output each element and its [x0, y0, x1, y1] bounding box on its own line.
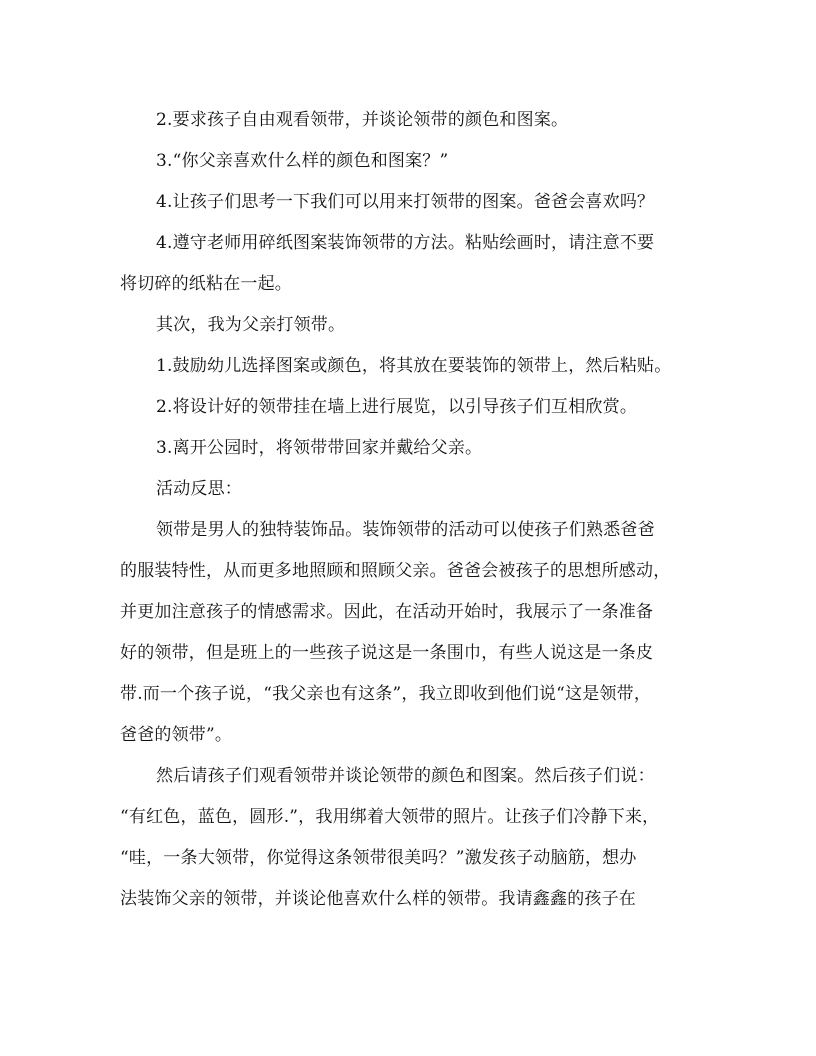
reflection-paragraph-2-line: 法装饰父亲的领带，并谈论他喜欢什么样的领带。我请鑫鑫的孩子在	[120, 889, 636, 909]
reflection-paragraph-1-line: 的服装特性，从而更多地照顾和照顾父亲。爸爸会被孩子的思想所感动，	[120, 561, 671, 581]
reflection-paragraph-2-line: “哇，一条大领带，你觉得这条领带很美吗？”激发孩子动脑筋，想办	[120, 848, 637, 868]
reflection-paragraph-2-line: “有红色，蓝色，圆形.”，我用绑着大领带的照片。让孩子们冷静下来，	[120, 807, 660, 827]
second-step-1-line: 1.鼓励幼儿选择图案或颜色，将其放在要装饰的领带上，然后粘贴。	[156, 356, 672, 376]
second-step-3-line: 3.离开公园时，将领带带回家并戴给父亲。	[156, 438, 483, 458]
step-4b-continuation: 将切碎的纸粘在一起。	[120, 274, 292, 294]
step-2-line: 2.要求孩子自由观看领带，并谈论领带的颜色和图案。	[156, 110, 569, 130]
reflection-paragraph-1-line: 爸爸的领带”。	[120, 725, 233, 745]
second-step-2-line: 2.将设计好的领带挂在墙上进行展览，以引导孩子们互相欣赏。	[156, 397, 638, 417]
reflection-paragraph-1-line: 好的领带，但是班上的一些孩子说这是一条围巾，有些人说这是一条皮	[120, 643, 654, 663]
reflection-heading: 活动反思：	[156, 479, 242, 499]
reflection-paragraph-1-line: 领带是男人的独特装饰品。装饰领带的活动可以使孩子们熟悉爸爸	[156, 520, 655, 540]
step-4-line: 4.让孩子们思考一下我们可以用来打领带的图案。爸爸会喜欢吗？	[156, 192, 655, 212]
reflection-paragraph-1-line: 带.而一个孩子说，“我父亲也有这条”，我立即收到他们说“这是领带，	[120, 684, 652, 704]
step-3-line: 3.“你父亲喜欢什么样的颜色和图案？”	[156, 151, 449, 171]
step-4b-line: 4.遵守老师用碎纸图案装饰领带的方法。粘贴绘画时，请注意不要	[156, 233, 655, 253]
reflection-paragraph-1-line: 并更加注意孩子的情感需求。因此，在活动开始时，我展示了一条准备	[120, 602, 654, 622]
reflection-paragraph-2-line: 然后请孩子们观看领带并谈论领带的颜色和图案。然后孩子们说：	[156, 766, 655, 786]
section-heading-second: 其次，我为父亲打领带。	[156, 315, 346, 335]
